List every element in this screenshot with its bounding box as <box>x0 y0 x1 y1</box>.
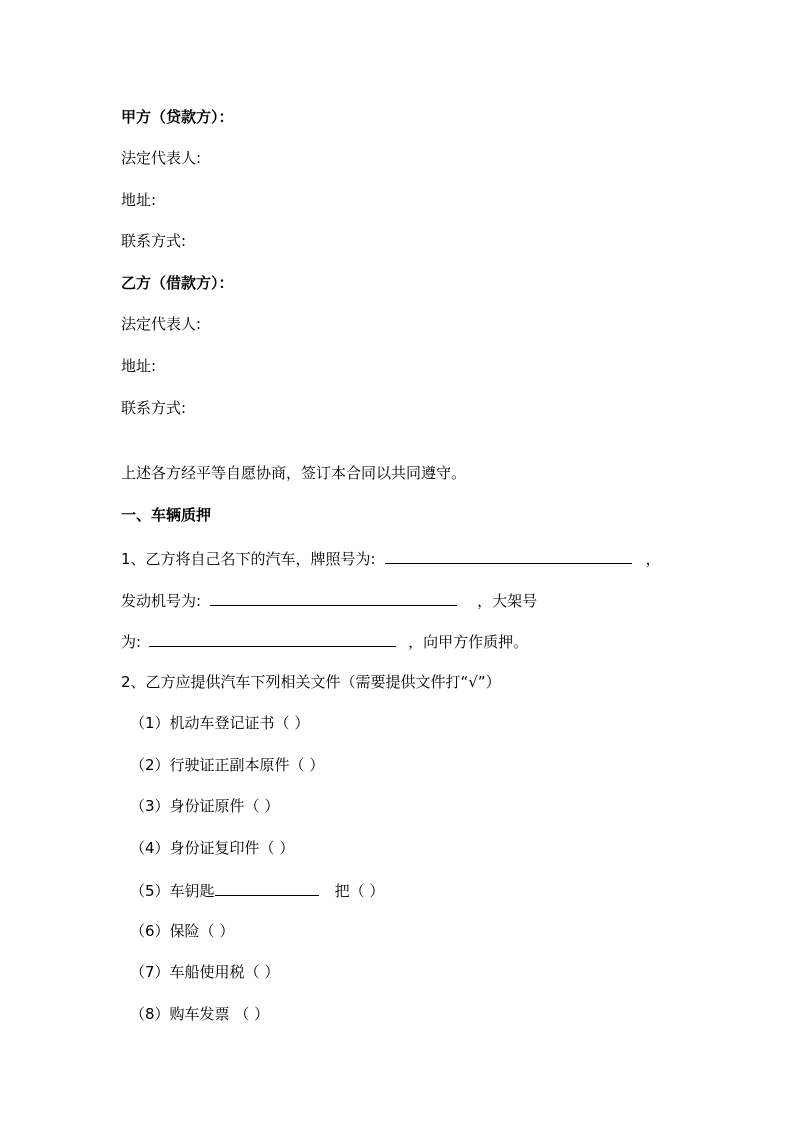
item-number: （4） <box>130 839 170 857</box>
item-label: 身份证复印件（ ） <box>169 839 295 857</box>
party-a-legal-rep: 法定代表人: <box>121 149 202 167</box>
party-a-contact: 联系方式: <box>121 232 187 250</box>
item-number: （6） <box>130 922 170 940</box>
list-item <box>130 1004 269 1024</box>
list-item <box>130 755 324 775</box>
clause1-line3 <box>121 630 528 650</box>
party-b-legal-rep: 法定代表人: <box>121 315 202 333</box>
section1-title: 一、车辆质押 <box>121 506 212 524</box>
item-number: （5） <box>130 882 170 900</box>
plate-number-blank[interactable] <box>385 547 632 564</box>
key-count-blank[interactable] <box>215 879 319 896</box>
clause2-text: 2、乙方应提供汽车下列相关文件（需要提供文件打“√”） <box>121 673 501 691</box>
item-label: 身份证原件（ ） <box>169 797 280 815</box>
item-label: 机动车登记证书（ ） <box>169 714 310 732</box>
item-label-before: 车钥匙 <box>169 882 215 900</box>
clause1-part3: 大架号 <box>492 592 538 610</box>
clause1-part1: 1、乙方将自己名下的汽车，牌照号为: <box>121 550 376 568</box>
item-number: （1） <box>130 714 170 732</box>
list-item <box>130 962 279 982</box>
engine-number-blank[interactable] <box>210 589 457 606</box>
item-label-after: 把（ ） <box>334 882 385 900</box>
list-item <box>130 713 309 733</box>
clause1-comma1: ， <box>645 550 661 568</box>
item-number: （7） <box>130 963 170 981</box>
item-label: 车船使用税（ ） <box>169 963 280 981</box>
frame-number-blank[interactable] <box>149 630 396 647</box>
item-label: 保险（ ） <box>169 922 235 940</box>
intro-text: 上述各方经平等自愿协商，签订本合同以共同遵守。 <box>121 464 467 482</box>
party-b-contact: 联系方式: <box>121 399 187 417</box>
party-b-heading: 乙方（借款方）： <box>121 274 234 292</box>
item-number: （3） <box>130 797 170 815</box>
clause1-part2: 发动机号为: <box>121 592 202 610</box>
party-b-address: 地址: <box>121 357 157 375</box>
list-item <box>130 796 279 816</box>
item-label: 行驶证正副本原件（ ） <box>169 756 325 774</box>
item-number: （2） <box>130 756 170 774</box>
clause1-comma2: ， <box>477 592 493 610</box>
list-item <box>130 921 234 941</box>
item-label: 购车发票 （ ） <box>169 1005 270 1023</box>
list-item <box>130 838 294 858</box>
party-a-address: 地址: <box>121 191 157 209</box>
clause1-line2 <box>121 589 537 609</box>
item-number: （8） <box>130 1005 170 1023</box>
clause1-line1 <box>121 547 661 567</box>
list-item <box>130 879 384 899</box>
party-a-heading: 甲方（贷款方）： <box>121 108 234 126</box>
clause1-part4: 为: <box>121 633 142 651</box>
clause1-part5: ，向甲方作质押。 <box>408 633 529 651</box>
